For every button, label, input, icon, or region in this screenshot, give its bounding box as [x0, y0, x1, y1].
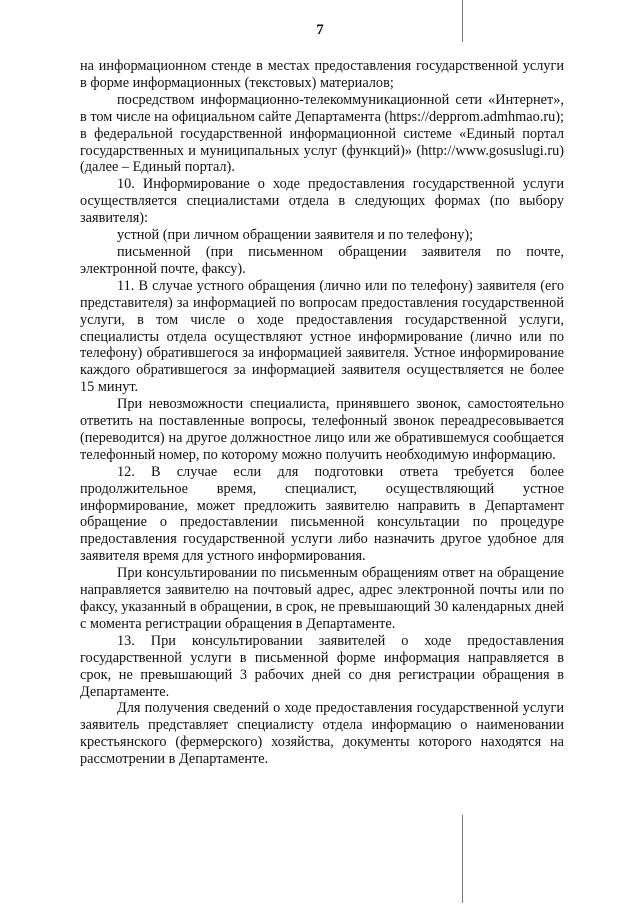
paragraph-oral-form: устной (при личном обращении заявителя и по телефону);	[117, 227, 474, 244]
page-number: 7	[316, 22, 324, 38]
scan-artifact-top	[462, 0, 463, 42]
scan-artifact-bottom	[462, 815, 463, 903]
paragraph-10: 10. Информирование о ходе предоставления государственной услуги осуществляется специалистами отдела в следующих формах (по выбору заявителя):	[80, 176, 564, 227]
paragraph-progress-info: Для получения сведений о ходе предоставления государственной услуги заявитель представляет специалисту отдела информацию о наименовании крестьянского (фермерского) хозяйства, документы которого находятся на рассмотрении в Департаменте.	[80, 700, 564, 768]
paragraph-11: 11. В случае устного обращения (лично или по телефону) заявителя (его представителя) за информацией по вопросам предоставления государственной услуги, в том числе о ходе предоставления государственной услуги, специалисты отдела осуществляют устное информирование (лично или по телефону) обратившегося за информацией заявителя. Устное информирование каждого обратившегося за информацией заявителя осуществляется не более 15 минут.	[80, 277, 564, 396]
paragraph-13: 13. При консультировании заявителей о ходе предоставления государственной услуги в письменной форме информация направляется в срок, не превышающий 3 рабочих дней со дня регистрации обращения в Департаменте.	[80, 632, 564, 700]
paragraph-call-redirect: При невозможности специалиста, принявшего звонок, самостоятельно ответить на поставленные вопросы, телефонный звонок переадресовывается (переводится) на другое должностное лицо или же обратившемуся сообщается телефонный номер, по которому можно получить необходимую информацию.	[80, 396, 564, 463]
paragraph-written-form: письменной (при письменном обращении заявителя по почте, электронной почте, факсу).	[80, 243, 564, 277]
paragraph-internet: посредством информационно-телекоммуникационной сети «Интернет», в том числе на официальном сайте Департамента (https://depprom.admhmao.ru); в федеральной государственной информационной системе «Единый портал государственных и муниципальных услуг (функций)» (http://www.gosuslugi.ru) (далее – Единый портал).	[80, 91, 564, 176]
paragraph-info-stand: на информационном стенде в местах предоставления государственной услуги в форме информационных (текстовых) материалов;	[80, 58, 564, 91]
paragraph-12: 12. В случае если для подготовки ответа требуется более продолжительное время, специалист, осуществляющий устное информирование, может предложить заявителю направить в Департамент обращение о предоставлении письменной консультации по процедуре предоставления государственной услуги либо назначить другое удобное для заявителя время для устного информирования.	[80, 463, 564, 565]
paragraph-written-consultation: При консультировании по письменным обращениям ответ на обращение направляется заявителю на почтовый адрес, адрес электронной почты или по факсу, указанный в обращении, в срок, не превышающий 30 календарных дней с момента регистрации обращения в Департаменте.	[80, 565, 564, 632]
document-body	[80, 58, 564, 768]
